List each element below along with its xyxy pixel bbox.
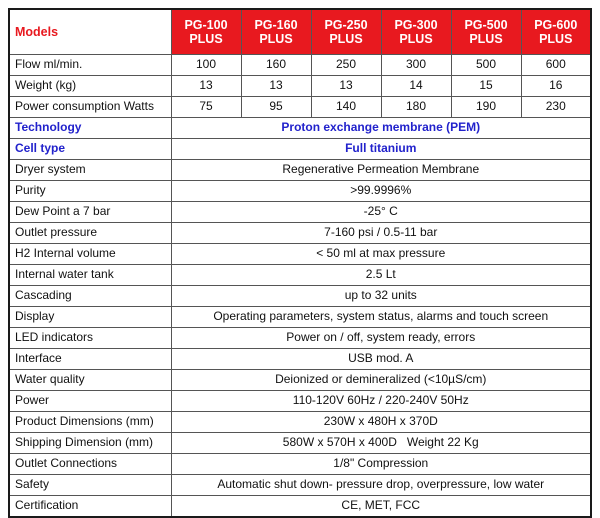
model-column-header bbox=[241, 9, 311, 55]
model-suffix: PLUS bbox=[469, 32, 503, 46]
spec-value-cell: Operating parameters, system status, alarms and touch screen bbox=[171, 307, 591, 328]
model-column-header bbox=[451, 9, 521, 55]
spec-row bbox=[9, 370, 591, 391]
spec-label-cell: Power consumption Watts bbox=[9, 97, 171, 118]
specs-table bbox=[8, 8, 592, 518]
spec-value-cell: 95 bbox=[241, 97, 311, 118]
spec-value-cell: 75 bbox=[171, 97, 241, 118]
spec-label-cell: Display bbox=[9, 307, 171, 328]
spec-value-cell: 140 bbox=[311, 97, 381, 118]
spec-label-cell: Certification bbox=[9, 496, 171, 518]
spec-value-cell: Automatic shut down- pressure drop, overpressure, low water bbox=[171, 475, 591, 496]
model-column-header bbox=[171, 9, 241, 55]
spec-row bbox=[9, 475, 591, 496]
spec-row bbox=[9, 76, 591, 97]
spec-row bbox=[9, 55, 591, 76]
spec-label-cell: Technology bbox=[9, 118, 171, 139]
spec-value-cell: Deionized or demineralized (<10µS/cm) bbox=[171, 370, 591, 391]
spec-value-cell: 1/8" Compression bbox=[171, 454, 591, 475]
spec-row bbox=[9, 202, 591, 223]
spec-value-cell: < 50 ml at max pressure bbox=[171, 244, 591, 265]
spec-row bbox=[9, 181, 591, 202]
model-suffix: PLUS bbox=[189, 32, 223, 46]
spec-value-cell: 13 bbox=[241, 76, 311, 97]
model-name: PG-250 bbox=[324, 17, 368, 32]
spec-label-cell: Dew Point a 7 bar bbox=[9, 202, 171, 223]
model-column-header bbox=[521, 9, 591, 55]
model-suffix: PLUS bbox=[539, 32, 573, 46]
spec-value-cell: 580W x 570H x 400D Weight 22 Kg bbox=[171, 433, 591, 454]
model-name: PG-600 bbox=[534, 17, 578, 32]
spec-label-cell: Purity bbox=[9, 181, 171, 202]
spec-row bbox=[9, 265, 591, 286]
spec-value-cell: Power on / off, system ready, errors bbox=[171, 328, 591, 349]
spec-row bbox=[9, 244, 591, 265]
spec-value-cell: 100 bbox=[171, 55, 241, 76]
spec-value-cell: -25° C bbox=[171, 202, 591, 223]
spec-row bbox=[9, 328, 591, 349]
spec-value-cell: 300 bbox=[381, 55, 451, 76]
model-suffix: PLUS bbox=[399, 32, 433, 46]
spec-label-cell: Product Dimensions (mm) bbox=[9, 412, 171, 433]
spec-value-cell: 160 bbox=[241, 55, 311, 76]
spec-row bbox=[9, 139, 591, 160]
spec-row bbox=[9, 454, 591, 475]
spec-value-cell: 14 bbox=[381, 76, 451, 97]
spec-value-cell: Regenerative Permeation Membrane bbox=[171, 160, 591, 181]
spec-value-cell: 250 bbox=[311, 55, 381, 76]
spec-row bbox=[9, 391, 591, 412]
spec-value-cell: 13 bbox=[171, 76, 241, 97]
spec-value-cell: 190 bbox=[451, 97, 521, 118]
spec-label-cell: Cell type bbox=[9, 139, 171, 160]
model-column-header bbox=[381, 9, 451, 55]
spec-value-cell: 13 bbox=[311, 76, 381, 97]
spec-value-cell: 600 bbox=[521, 55, 591, 76]
spec-row bbox=[9, 307, 591, 328]
spec-value-cell: 2.5 Lt bbox=[171, 265, 591, 286]
spec-label-cell: Shipping Dimension (mm) bbox=[9, 433, 171, 454]
spec-value-cell: up to 32 units bbox=[171, 286, 591, 307]
spec-value-cell: USB mod. A bbox=[171, 349, 591, 370]
spec-value-cell: 110-120V 60Hz / 220-240V 50Hz bbox=[171, 391, 591, 412]
model-name: PG-100 bbox=[184, 17, 228, 32]
model-suffix: PLUS bbox=[259, 32, 293, 46]
spec-value-cell: 230W x 480H x 370D bbox=[171, 412, 591, 433]
spec-label-cell: Internal water tank bbox=[9, 265, 171, 286]
spec-row bbox=[9, 97, 591, 118]
models-header-row bbox=[9, 9, 591, 55]
spec-row bbox=[9, 223, 591, 244]
model-name: PG-160 bbox=[254, 17, 298, 32]
specs-table-body bbox=[9, 55, 591, 518]
spec-label-cell: H2 Internal volume bbox=[9, 244, 171, 265]
spec-label-cell: Cascading bbox=[9, 286, 171, 307]
spec-value-cell: 15 bbox=[451, 76, 521, 97]
spec-label-cell: Water quality bbox=[9, 370, 171, 391]
spec-value-cell: >99.9996% bbox=[171, 181, 591, 202]
spec-value-cell: 230 bbox=[521, 97, 591, 118]
spec-value-cell: 16 bbox=[521, 76, 591, 97]
spec-row bbox=[9, 118, 591, 139]
spec-label-cell: Outlet pressure bbox=[9, 223, 171, 244]
model-name: PG-300 bbox=[394, 17, 438, 32]
spec-value-cell: 180 bbox=[381, 97, 451, 118]
spec-label-cell: Interface bbox=[9, 349, 171, 370]
models-header-label: Models bbox=[9, 9, 171, 55]
spec-row bbox=[9, 286, 591, 307]
spec-label-cell: Flow ml/min. bbox=[9, 55, 171, 76]
spec-label-cell: Outlet Connections bbox=[9, 454, 171, 475]
model-suffix: PLUS bbox=[329, 32, 363, 46]
spec-value-cell: 500 bbox=[451, 55, 521, 76]
spec-label-cell: Power bbox=[9, 391, 171, 412]
spec-label-cell: Safety bbox=[9, 475, 171, 496]
spec-row bbox=[9, 433, 591, 454]
spec-value-cell: CE, MET, FCC bbox=[171, 496, 591, 518]
spec-label-cell: Dryer system bbox=[9, 160, 171, 181]
spec-value-cell: Full titanium bbox=[171, 139, 591, 160]
model-column-header bbox=[311, 9, 381, 55]
spec-label-cell: Weight (kg) bbox=[9, 76, 171, 97]
spec-label-cell: LED indicators bbox=[9, 328, 171, 349]
model-name: PG-500 bbox=[464, 17, 508, 32]
spec-value-cell: Proton exchange membrane (PEM) bbox=[171, 118, 591, 139]
spec-value-cell: 7-160 psi / 0.5-11 bar bbox=[171, 223, 591, 244]
spec-row bbox=[9, 349, 591, 370]
spec-row bbox=[9, 160, 591, 181]
spec-row bbox=[9, 412, 591, 433]
